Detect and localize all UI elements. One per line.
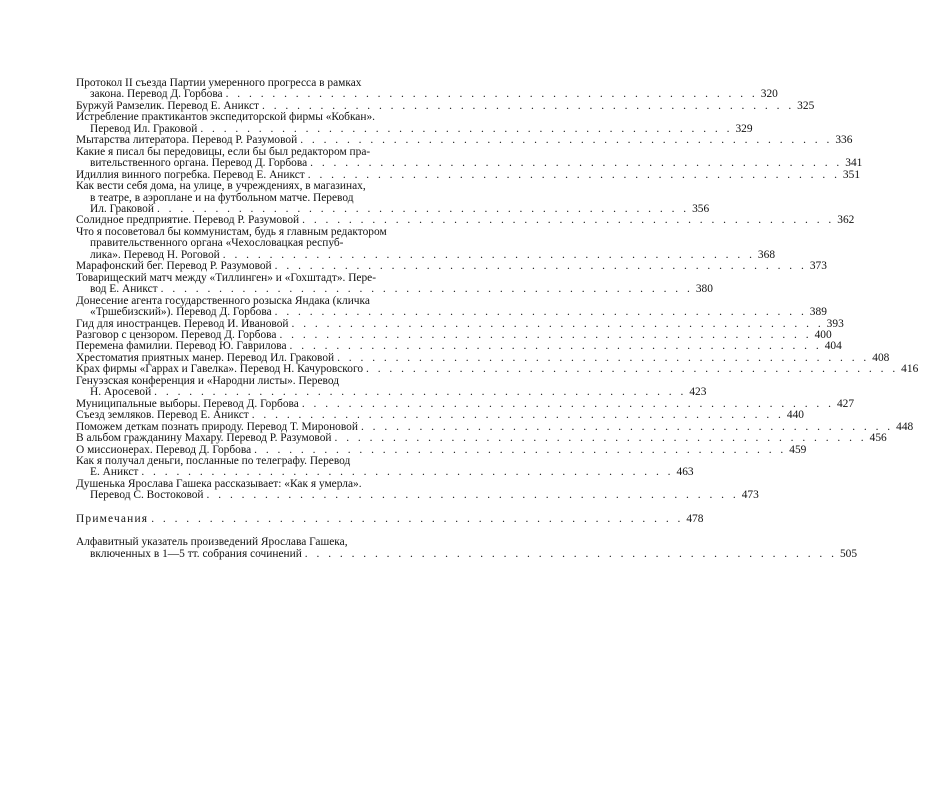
toc-entry-text: вительственного органа. Перевод Д. Горбова — [90, 157, 308, 170]
toc-entry-text: вод Е. Аникст — [90, 283, 158, 296]
toc-entry-text: Хрестоматия приятных манер. Перевод Ил. Граковой — [76, 351, 335, 364]
dot-leader: . . . . . . . . . . . . . . . . . . . . . . . . . . . . . . . . . . . . . . . . . . . . . . — [302, 214, 835, 227]
toc-entry-line — [76, 512, 704, 525]
page-number: 329 — [735, 122, 753, 135]
toc-entry-line — [76, 306, 827, 319]
toc-entry-line — [76, 157, 863, 170]
page-number: 456 — [869, 432, 887, 445]
toc-entry-text: Съезд земляков. Перевод Е. Аникст — [76, 409, 249, 422]
page-number: 463 — [676, 466, 694, 479]
toc-entry — [76, 111, 753, 135]
page-number: 373 — [809, 260, 827, 273]
toc-entry-line: Алфавитный указатель произведений Ярослава Гашека, — [76, 536, 348, 549]
toc-entry-text: включенных в 1—5 тт. собрания сочинений — [90, 547, 302, 560]
toc-entry-text: Муниципальные выборы. Перевод Д. Горбова — [76, 397, 299, 410]
toc-entry-title — [76, 260, 827, 273]
toc-entry-text: Ил. Граковой — [90, 202, 154, 215]
toc-entry-text: Марафонский бег. Перевод Р. Разумовой — [76, 260, 272, 273]
page-number: 351 — [842, 168, 861, 181]
toc-entry-title — [76, 432, 887, 445]
toc-entry-text: Перевод Ил. Граковой — [90, 122, 198, 135]
page-number: 473 — [741, 489, 759, 502]
toc-entry-line — [76, 409, 804, 422]
toc-entry-line: Как вести себя дома, на улице, в учреждениях, в магазинах, — [76, 180, 366, 193]
toc-entry-line: правительственного органа «Чехословацкая респуб- — [90, 237, 344, 250]
toc-entry — [76, 134, 853, 147]
dot-leader: . . . . . . . . . . . . . . . . . . . . . . . . . . . . . . . . . . . . . . . . . . . . . . — [141, 466, 674, 479]
page-number: 404 — [824, 340, 842, 353]
page-number: 389 — [809, 306, 827, 319]
toc-entry-text: Солидное предприятие. Перевод Р. Разумовой — [76, 214, 300, 227]
toc-entry-text: В альбом гражданину Махару. Перевод Р. Разумовой — [76, 432, 332, 445]
toc-entry-title — [76, 409, 804, 422]
page-number: 440 — [786, 409, 804, 422]
toc-entry-line — [76, 260, 827, 273]
toc-entry — [76, 432, 887, 445]
dot-leader: . . . . . . . . . . . . . . . . . . . . . . . . . . . . . . . . . . . . . . . . . . . . . . — [254, 443, 787, 456]
toc-entry-text: Е. Аникст — [90, 466, 139, 479]
toc-entry-title — [76, 77, 778, 101]
table-of-contents — [76, 77, 919, 560]
toc-entry-text: Мытарства литератора. Перевод Р. Разумовой — [76, 134, 298, 147]
page-number: 478 — [686, 512, 704, 525]
toc-entry-title — [76, 374, 707, 399]
toc-entry-text: Разговор с цензором. Перевод Д. Горбова — [76, 328, 277, 341]
dot-leader: . . . . . . . . . . . . . . . . . . . . . . . . . . . . . . . . . . . . . . . . . . . . . . — [310, 157, 843, 170]
toc-entry-line: в театре, в аэроплане и на футбольном матче. Перевод — [90, 191, 354, 204]
toc-entry — [76, 409, 804, 422]
toc-entry — [76, 145, 863, 170]
toc-entry-text: Н. Аросевой — [90, 386, 152, 399]
toc-entry-text: «Тршебизский»). Перевод Д. Горбова — [90, 306, 272, 319]
dot-leader: . . . . . . . . . . . . . . . . . . . . . . . . . . . . . . . . . . . . . . . . . . . . . . — [222, 248, 755, 261]
toc-entry-title — [76, 145, 863, 170]
page-number: 416 — [901, 363, 919, 376]
toc-entry — [76, 294, 827, 319]
toc-entry-line: Какие я писал бы передовицы, если бы был редактором пра- — [76, 145, 371, 158]
dot-leader: . . . . . . . . . . . . . . . . . . . . . . . . . . . . . . . . . . . . . . . . . . . . . . — [291, 317, 824, 330]
page-number: 341 — [845, 157, 863, 170]
toc-entry-text: Перевод С. Востоковой — [90, 489, 204, 502]
page-number: 505 — [839, 547, 858, 560]
dot-leader: . . . . . . . . . . . . . . . . . . . . . . . . . . . . . . . . . . . . . . . . . . . . . . — [206, 489, 739, 502]
toc-entry-title — [76, 512, 704, 525]
toc-entry-title — [76, 294, 827, 319]
toc-entry-line — [76, 489, 759, 502]
page-number: 362 — [837, 214, 855, 227]
page-number: 320 — [760, 88, 778, 101]
toc-entry-line: Товарищеский матч между «Тиллинген» и «Гохштадт». Пере- — [76, 271, 377, 284]
dot-leader: . . . . . . . . . . . . . . . . . . . . . . . . . . . . . . . . . . . . . . . . . . . . . . — [225, 88, 758, 101]
dot-leader: . . . . . . . . . . . . . . . . . . . . . . . . . . . . . . . . . . . . . . . . . . . . . . — [151, 512, 684, 525]
dot-leader: . . . . . . . . . . . . . . . . . . . . . . . . . . . . . . . . . . . . . . . . . . . . . . — [289, 340, 822, 353]
toc-entry-line: Донесение агента государственного розыска Яндака (кличка — [76, 294, 370, 307]
toc-entry-title — [76, 180, 710, 215]
toc-entry-text: Перемена фамилии. Перевод Ю. Гаврилова — [76, 340, 287, 353]
toc-entry-line — [76, 283, 713, 296]
toc-entry-text: Гид для иностранцев. Перевод И. Ивановой — [76, 317, 289, 330]
toc-entry — [76, 477, 759, 502]
page-number: 423 — [689, 386, 707, 399]
page-number: 400 — [814, 328, 832, 341]
toc-entry-line: Что я посоветовал бы коммунистам, будь я главным редактором — [76, 225, 387, 238]
page-number: 325 — [797, 99, 815, 112]
toc-entry-title — [76, 454, 694, 479]
toc-entry-text: закона. Перевод Д. Горбова — [90, 88, 223, 101]
page-number: 356 — [692, 202, 710, 215]
dot-leader: . . . . . . . . . . . . . . . . . . . . . . . . . . . . . . . . . . . . . . . . . . . . . . — [274, 306, 807, 319]
toc-entry — [76, 77, 778, 101]
dot-leader: . . . . . . . . . . . . . . . . . . . . . . . . . . . . . . . . . . . . . . . . . . . . . . — [274, 260, 807, 273]
toc-entry-line — [76, 134, 853, 147]
section-gap — [76, 502, 443, 514]
dot-leader: . . . . . . . . . . . . . . . . . . . . . . . . . . . . . . . . . . . . . . . . . . . . . . — [300, 134, 833, 147]
toc-entry-line: Как я получал деньги, посланные по телеграфу. Перевод — [76, 454, 351, 467]
dot-leader: . . . . . . . . . . . . . . . . . . . . . . . . . . . . . . . . . . . . . . . . . . . . . . — [366, 363, 899, 376]
toc-entry-line: Истребление практикантов экспедиторской фирмы «Кобкан». — [76, 111, 375, 124]
toc-entry — [76, 180, 710, 215]
page-number: 336 — [835, 134, 853, 147]
page-number: 368 — [757, 248, 776, 261]
toc-entry-text: Идиллия винного погребка. Перевод Е. Аникст — [76, 168, 305, 181]
toc-entry — [76, 260, 827, 273]
page-number: 448 — [896, 420, 914, 433]
dot-leader: . . . . . . . . . . . . . . . . . . . . . . . . . . . . . . . . . . . . . . . . . . . . . . — [251, 409, 784, 422]
toc-entry-notes — [76, 512, 704, 525]
dot-leader: . . . . . . . . . . . . . . . . . . . . . . . . . . . . . . . . . . . . . . . . . . . . . . — [154, 386, 687, 399]
toc-entry — [76, 271, 713, 296]
page-number: 393 — [826, 317, 844, 330]
toc-entry-text: Примечания — [76, 512, 149, 525]
toc-entry-title — [76, 536, 858, 560]
dot-leader: . . . . . . . . . . . . . . . . . . . . . . . . . . . . . . . . . . . . . . . . . . . . . . — [156, 203, 690, 215]
toc-entry — [76, 374, 707, 399]
toc-entry-text: Крах фирмы «Гаррах и Гавелка». Перевод Н. Качуровского — [76, 363, 364, 376]
toc-entry-index — [76, 536, 858, 560]
page-number: 408 — [872, 351, 890, 364]
toc-entry-text: Поможем деткам познать природу. Перевод Т. Мироновой — [76, 420, 358, 433]
toc-entry-text: Буржуй Рамзелик. Перевод Е. Аникст — [76, 99, 260, 112]
toc-entry-title — [76, 134, 853, 147]
toc-entry-title — [76, 271, 713, 296]
page-number: 459 — [789, 443, 807, 456]
toc-entry-line — [76, 547, 858, 560]
dot-leader: . . . . . . . . . . . . . . . . . . . . . . . . . . . . . . . . . . . . . . . . . . . . . . — [307, 168, 840, 181]
dot-leader: . . . . . . . . . . . . . . . . . . . . . . . . . . . . . . . . . . . . . . . . . . . . . . — [301, 397, 834, 410]
dot-leader: . . . . . . . . . . . . . . . . . . . . . . . . . . . . . . . . . . . . . . . . . . . . . . — [200, 122, 733, 135]
toc-entry-text: О миссионерах. Перевод Д. Горбова — [76, 443, 252, 456]
toc-entry-line: Протокол II съезда Партии умеренного прогресса в рамках — [76, 77, 362, 89]
toc-entry-title — [76, 477, 759, 502]
toc-entry-line: Генуэзская конференция и «Народни листы». Перевод — [76, 374, 339, 387]
dot-leader: . . . . . . . . . . . . . . . . . . . . . . . . . . . . . . . . . . . . . . . . . . . . . . — [337, 351, 870, 364]
dot-leader: . . . . . . . . . . . . . . . . . . . . . . . . . . . . . . . . . . . . . . . . . . . . . . — [334, 432, 867, 445]
toc-entry-line — [76, 432, 887, 445]
toc-entry-title — [76, 111, 753, 135]
page-number: 380 — [695, 283, 713, 296]
toc-entry-line: Душенька Ярослава Гашека рассказывает: «Как я умерла». — [76, 477, 362, 490]
dot-leader: . . . . . . . . . . . . . . . . . . . . . . . . . . . . . . . . . . . . . . . . . . . . . . — [304, 547, 837, 560]
toc-entry — [76, 225, 776, 261]
dot-leader: . . . . . . . . . . . . . . . . . . . . . . . . . . . . . . . . . . . . . . . . . . . . . . — [160, 283, 693, 296]
page-number: 427 — [836, 397, 855, 410]
dot-leader: . . . . . . . . . . . . . . . . . . . . . . . . . . . . . . . . . . . . . . . . . . . . . . — [262, 99, 795, 112]
toc-entry-line — [76, 386, 707, 399]
toc-entry — [76, 454, 694, 479]
dot-leader: . . . . . . . . . . . . . . . . . . . . . . . . . . . . . . . . . . . . . . . . . . . . . . — [279, 328, 812, 341]
dot-leader: . . . . . . . . . . . . . . . . . . . . . . . . . . . . . . . . . . . . . . . . . . . . . . — [360, 420, 894, 433]
toc-entry-text: лика». Перевод Н. Роговой — [90, 248, 220, 261]
toc-entry-title — [76, 225, 776, 261]
